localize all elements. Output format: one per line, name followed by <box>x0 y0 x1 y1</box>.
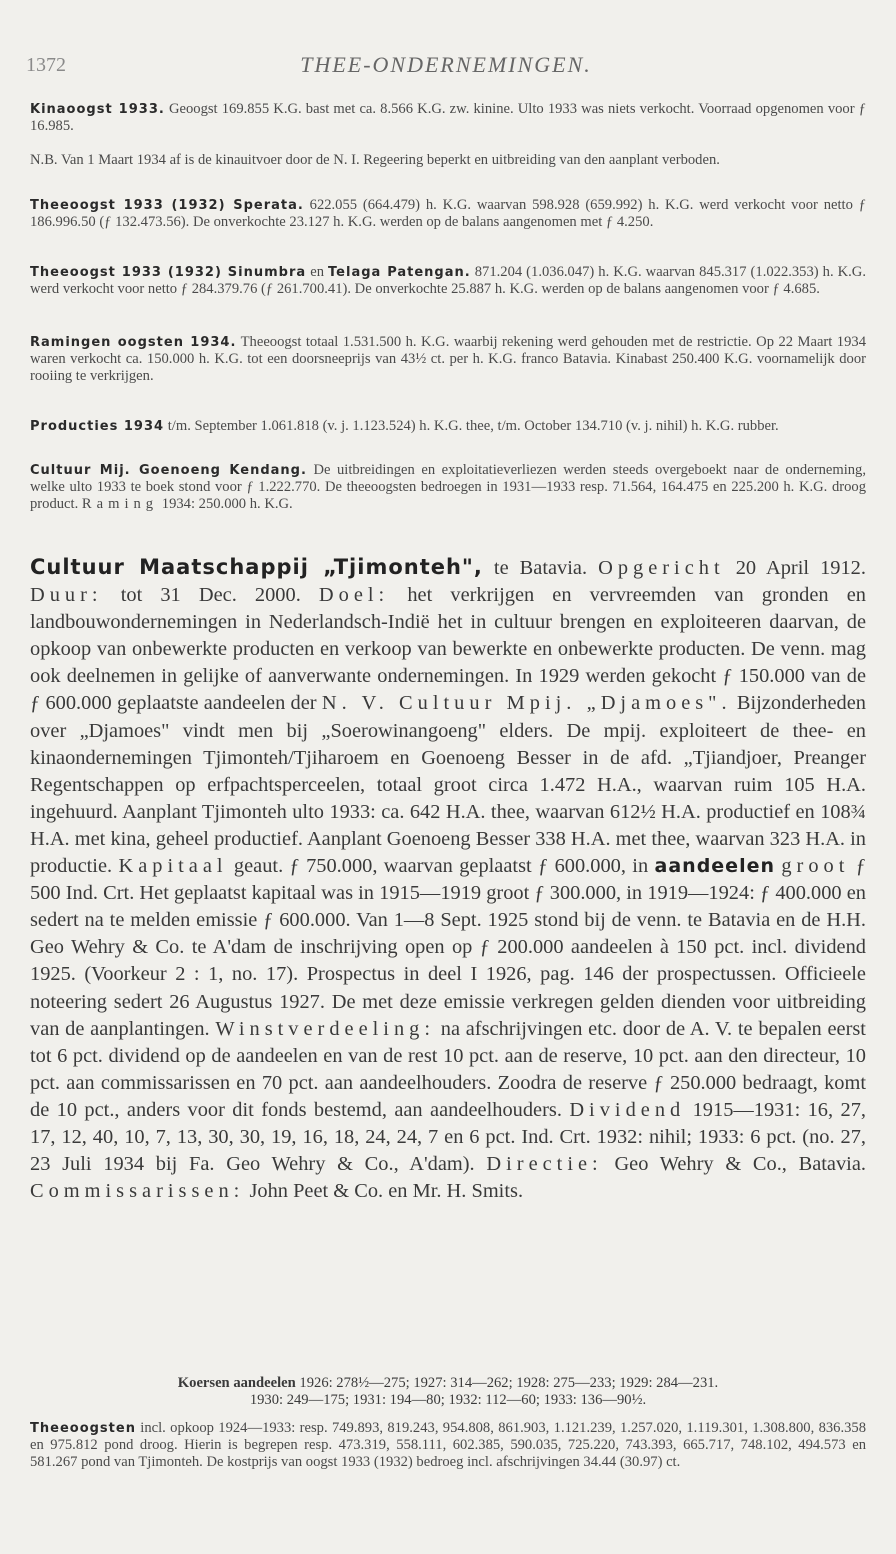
heading-telaga: Telaga Patengan. <box>328 265 471 280</box>
koersen-line-1 <box>30 1375 866 1392</box>
text-en: en <box>310 264 324 280</box>
paragraph-sperata <box>30 197 866 231</box>
text-ramingen: Theeoogst totaal 1.531.500 h. K.G. waarbij rekening werd gehouden met de restrictie. Op 22 Maart 1934 waren verkocht ca. 150.000 h. K.G. tot een doorsneeprijs van 43½ ct. per h. K.G. franco Batavia. Kinabast 250.400 K.G. voornamelijk door rooiing te verkrijgen. <box>30 334 866 384</box>
text-doel-2: Bijzonderheden over „Djamoes" vindt men bij „Soerowinangoeng" elders. De mpij. exploiteert de thee- en kinaondernemingen Tjimonteh/Tjiharoem en Goenoeng Besser in de afd. „Tjiandjoer, Preanger Regentschappen op erfpachtsperceelen, totaal groot circa 1.472 H.A., waarvan ruim 105 H.A. ingehuurd. Aanplant Tjimonteh ulto 1933: ca. 642 H.A. thee, waarvan 612½ H.A. productief en 108¾ H.A. met kina, geheel productief. Aanplant Goenoeng Besser 338 H.A. met thee, waarvan 323 H.A. in productie. <box>30 692 866 878</box>
text-theeoogsten: incl. opkoop 1924—1933: resp. 749.893, 819.243, 954.808, 861.903, 1.121.239, 1.257.020, 1.119.301, 1.308.800, 836.358 en 975.812 pond droog. Hierin is begrepen resp. 473.319, 558.111, 602.385, 590.035, 725.220, 743.393, 665.717, 748.102, 494.573 en 581.267 pond van Tjimonteh. De kostprijs van oogst 1933 (1932) bedroeg incl. afschrijvingen 34.44 (30.97) ct. <box>30 1420 866 1470</box>
label-koersen: Koersen aandeelen <box>177 1375 296 1391</box>
heading-producties: Producties 1934 <box>30 419 165 434</box>
heading-kinaoogst: Kinaoogst 1933. <box>30 102 165 117</box>
text-groot: ƒ 500 Ind. Crt. Het geplaatst kapitaal was in 1915—1919 groot ƒ 300.000, in 1919—1924: ƒ 400.000 en sedert na te melden emissie ƒ 600.000. Van 1—8 Sept. 1925 stond bij de venn. te Batavia en de H.H. Geo Wehry & Co. te A'dam de inschrijving open op ƒ 200.000 aandeelen à 150 pct. incl. dividend 1925. (Voorkeur 2 : 1, no. 17). Prospectus in deel I 1926, pag. 146 der prospectussen. Officieele noteering sedert 26 Augustus 1927. De met deze emissie verkregen gelden dienden voor uitbreiding van de aanplantingen. <box>30 855 866 1040</box>
text-dividend: 1915—1931: 16, 27, 17, 12, 40, 10, 7, 13, 30, 30, 19, 16, 18, 24, 24, 7 en 6 pct. Ind. Crt. 1932: nihil; 1933: 6 pct. (no. 27, 23 Juli 1934 bij Fa. Geo Wehry & Co., A'dam). <box>30 1098 866 1176</box>
label-commissarissen: Commissarissen: <box>30 1180 245 1203</box>
text-directie: Geo Wehry & Co., Batavia. <box>614 1153 866 1176</box>
heading-ramingen: Ramingen oogsten 1934. <box>30 335 237 350</box>
text-commissarissen: John Peet & Co. en Mr. H. Smits. <box>249 1180 524 1203</box>
text-nb: N.B. Van 1 Maart 1934 af is de kinauitvoer door de N. I. Regeering beperkt en uitbreiding van den aanplant verboden. <box>30 152 720 168</box>
label-aandeelen: aandeelen <box>654 855 775 878</box>
text-winstverdeeling: na afschrijvingen etc. door de A. V. te bepalen eerst tot 6 pct. dividend op de aandeelen en van de rest 10 pct. aan de reserve, 10 pct. aan den directeur, 10 pct. aan commissarissen en 70 pct. aan aandeelhouders. Zoodra de reserve ƒ 250.000 bedraagt, komt de 10 pct., anders voor dit fonds bestemd, aan aandeelhouders. <box>30 1017 866 1121</box>
text-opgericht: 20 April 1912. <box>735 557 866 579</box>
heading-goenoeng-kendang: Cultuur Mij. Goenoeng Kendang. <box>30 463 307 478</box>
paragraph-theeoogsten <box>30 1420 866 1471</box>
label-opgericht: Opgericht <box>598 557 725 579</box>
text-sperata: 622.055 (664.479) h. K.G. waarvan 598.928 (659.992) h. K.G. werd verkocht voor netto ƒ 186.996.50 (ƒ 132.473.56). De onverkochte 23.127 h. K.G. werden op de balans aangenomen met ƒ 4.250. <box>30 197 866 230</box>
label-nv: N. V. Cultuur Mpij. „Djamoes". <box>321 692 732 715</box>
label-groot: groot <box>781 855 850 878</box>
label-kapitaal: Kapitaal <box>118 855 228 878</box>
page-number: 1372 <box>26 54 66 76</box>
paragraph-sinumbra <box>30 264 866 298</box>
koersen-line-2: 1930: 249—175; 1931: 194—80; 1932: 112—60; 1933: 136—90½. <box>249 1392 647 1408</box>
text-kinaoogst: Geoogst 169.855 K.G. bast met ca. 8.566 K.G. zw. kinine. Ulto 1933 was niets verkocht. Voorraad opgenomen voor ƒ 16.985. <box>30 101 866 134</box>
heading-sperata: Theeoogst 1933 (1932) Sperata. <box>30 198 304 213</box>
text-producties: t/m. September 1.061.818 (v. j. 1.123.524) h. K.G. thee, t/m. October 134.710 (v. j. nihil) h. K.G. rubber. <box>167 418 779 434</box>
heading-sinumbra: Theeoogst 1933 (1932) Sinumbra <box>30 265 307 280</box>
label-raming: Raming <box>81 496 159 512</box>
text-koersen-1: 1926: 278½—275; 1927: 314—262; 1928: 275—233; 1929: 284—231. <box>299 1375 719 1391</box>
paragraph-producties <box>30 418 866 435</box>
paragraph-goenoeng-kendang <box>30 462 866 513</box>
koersen-block <box>30 1375 866 1409</box>
label-doel: Doel: <box>318 584 390 607</box>
running-title: THEE-ONDERNEMINGEN. <box>300 52 592 77</box>
paragraph-nb <box>30 152 866 169</box>
paragraph-kinaoogst <box>30 101 866 135</box>
text-kapitaal: geaut. ƒ 750.000, waarvan geplaatst ƒ 600.000, in <box>233 855 649 878</box>
label-dividend: Dividend <box>569 1098 686 1121</box>
paragraph-ramingen <box>30 334 866 385</box>
text-doel: het verkrijgen en vervreemden van gronden en landbouwondernemingen in Nederlandsch-Indië het in cultuur brengen en exploiteeren daarvan, de opkoop van onbewerkte producten en verkoop van bewerkte en onbewerkte producten. De venn. mag ook deelnemen in gelijke of aanverwante ondernemingen. In 1929 werden gekocht ƒ 150.000 van de ƒ 600.000 geplaatste aandeelen der <box>30 584 866 715</box>
company-place: te Batavia. <box>493 557 588 579</box>
company-name: Cultuur Maatschappij „Tjimonteh", <box>30 555 483 579</box>
text-goenoeng-kendang: De uitbreidingen en exploitatieverliezen werden steeds overgeboekt naar de onderneming, welke ulto 1933 te boek stond voor ƒ 1.222.770. De theeoogsten bedroegen in 1931—1933 resp. 71.564, 164.475 en 225.200 h. K.G. droog product. <box>30 462 866 512</box>
company-entry <box>30 554 866 1205</box>
label-directie: Directie: <box>486 1153 603 1176</box>
text-sinumbra: 871.204 (1.036.047) h. K.G. waarvan 845.317 (1.022.353) h. K.G. werd verkocht voor netto ƒ 284.379.76 (ƒ 261.700.41). De onverkochte 25.887 h. K.G. werden op de balans aangenomen voor ƒ 4.685. <box>30 264 866 297</box>
page-header <box>26 50 866 84</box>
heading-theeoogsten: Theeoogsten <box>30 1421 136 1436</box>
text-duur: tot 31 Dec. 2000. <box>120 584 301 607</box>
label-winstverdeeling: Winstverdeeling: <box>215 1017 436 1040</box>
label-duur: Duur: <box>30 584 103 607</box>
text-raming: 1934: 250.000 h. K.G. <box>161 496 293 512</box>
